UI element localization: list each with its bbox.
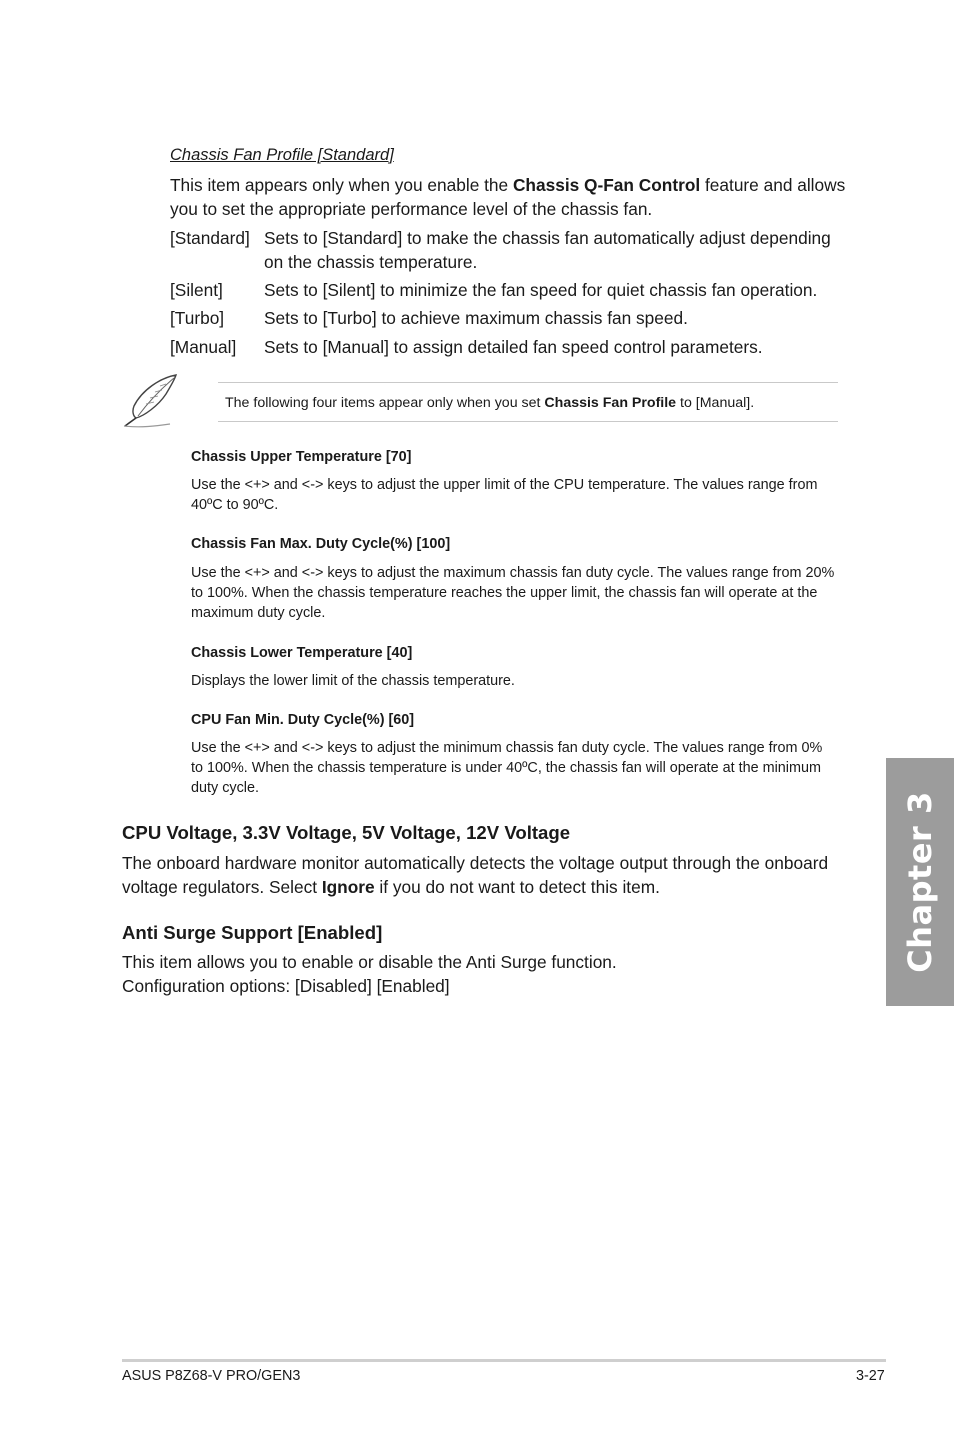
note-top-rule <box>218 382 838 383</box>
option-key: [Standard] <box>170 228 250 248</box>
section-heading-anti-surge: Anti Surge Support [Enabled] <box>122 922 383 943</box>
intro-text-bold: Chassis Q-Fan Control <box>512 175 701 195</box>
note-text-post: to [Manual]. <box>676 395 755 411</box>
option-row-standard <box>170 227 850 275</box>
feather-pen-icon <box>120 372 182 430</box>
voltage-text-post: if you do not want to detect this item. <box>374 876 660 897</box>
note-text-bold: Chassis Fan Profile <box>544 395 677 411</box>
option-desc: Sets to [Standard] to make the chassis fan automatically adjust depending on the chassis temperature. <box>264 228 831 272</box>
item-text-lower-temp: Displays the lower limit of the chassis temperature. <box>191 673 515 689</box>
footer-rule <box>122 1359 886 1362</box>
option-key: [Silent] <box>170 280 223 300</box>
chapter-tab <box>886 758 954 1006</box>
option-desc: Sets to [Turbo] to achieve maximum chassis fan speed. <box>264 308 688 328</box>
item-heading-max-duty: Chassis Fan Max. Duty Cycle(%) [100] <box>191 536 451 552</box>
item-heading-upper-temp: Chassis Upper Temperature [70] <box>191 449 412 465</box>
intro-text-post: feature and allows you to set the appropriate performance level of the chassis fan. <box>170 175 846 219</box>
note-bottom-rule <box>218 421 838 422</box>
section-heading-voltage: CPU Voltage, 3.3V Voltage, 5V Voltage, 12V Voltage <box>122 822 571 843</box>
voltage-text-pre: The onboard hardware monitor automatically detects the voltage output through the onboard voltage regulators. Select <box>122 853 829 897</box>
item-text-upper-temp: Use the <+> and <-> keys to adjust the upper limit of the CPU temperature. The values range from 40ºC to 90ºC. <box>191 477 818 514</box>
option-row-turbo <box>170 307 850 331</box>
option-row-silent <box>170 279 850 303</box>
note-text-pre: The following four items appear only when you set <box>225 395 545 411</box>
item-text-min-duty: Use the <+> and <-> keys to adjust the minimum chassis fan duty cycle. The values range from 0% to 100%. When the chassis temperature is under 40ºC, the chassis fan will operate at the minimum duty cycle. <box>191 740 823 797</box>
item-heading-min-duty: CPU Fan Min. Duty Cycle(%) [60] <box>191 712 415 728</box>
option-desc: Sets to [Manual] to assign detailed fan speed control parameters. <box>264 337 763 357</box>
item-text-max-duty: Use the <+> and <-> keys to adjust the maximum chassis fan duty cycle. The values range from 20% to 100%. When the chassis temperature reaches the upper limit, the chassis fan will operate at the maximum duty cycle. <box>191 565 835 622</box>
footer-page-number: 3-27 <box>856 1368 885 1384</box>
option-key: [Manual] <box>170 337 237 357</box>
footer-product-name: ASUS P8Z68-V PRO/GEN3 <box>122 1368 301 1384</box>
subsection-title: Chassis Fan Profile [Standard] <box>170 146 394 164</box>
section-text-anti-surge-line2: Configuration options: [Disabled] [Enabled] <box>122 976 450 996</box>
option-key: [Turbo] <box>170 308 225 328</box>
option-desc: Sets to [Silent] to minimize the fan speed for quiet chassis fan operation. <box>264 280 818 300</box>
section-text-voltage <box>122 852 842 899</box>
voltage-text-bold: Ignore <box>321 876 375 897</box>
chapter-tab-label: Chapter 3 <box>901 791 939 973</box>
intro-text-pre: This item appears only when you enable the <box>170 175 513 195</box>
item-heading-lower-temp: Chassis Lower Temperature [40] <box>191 645 413 661</box>
option-row-manual <box>170 336 850 360</box>
note-text <box>225 393 754 413</box>
section-text-anti-surge-line1: This item allows you to enable or disable the Anti Surge function. <box>122 952 617 972</box>
subsection-intro <box>170 174 850 221</box>
